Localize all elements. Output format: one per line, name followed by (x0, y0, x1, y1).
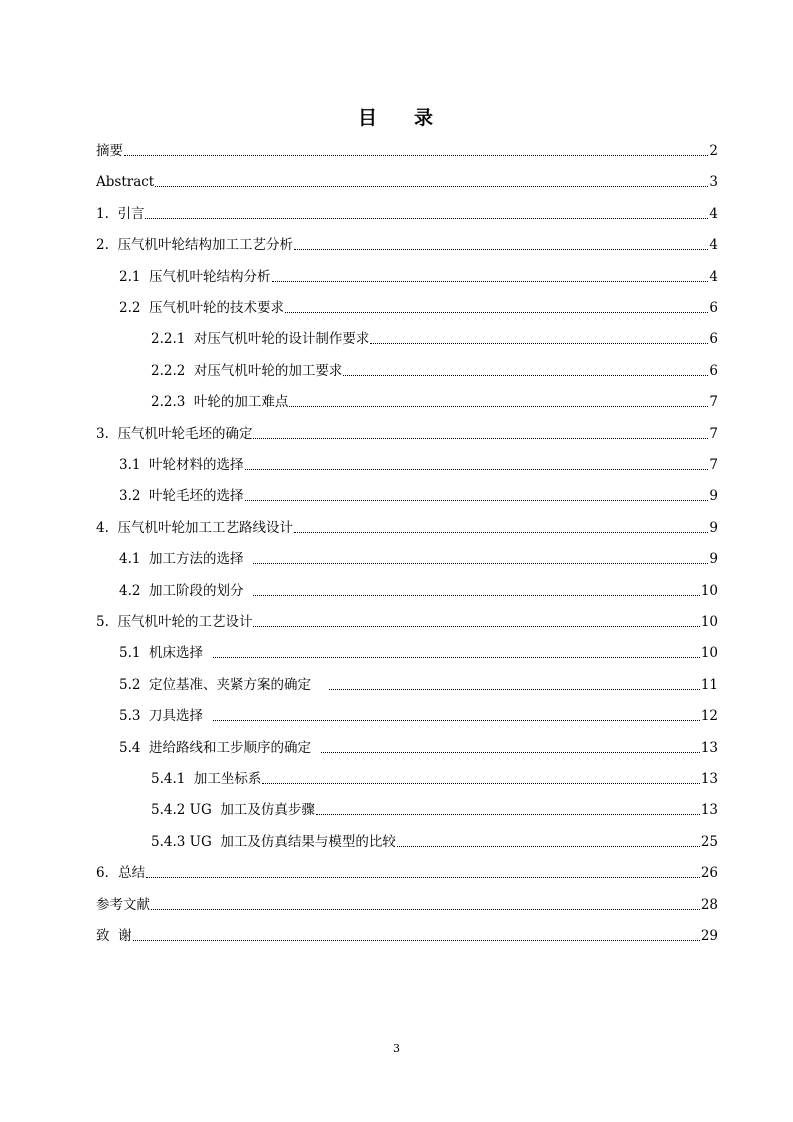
toc-dot-leader (289, 406, 708, 407)
toc-entry-page: 6 (709, 362, 718, 379)
toc-entry-title: 2.2 压气机叶轮的技术要求 (119, 300, 285, 316)
toc-entry-title: 4.1 加工方法的选择 (119, 551, 253, 568)
toc-entry[interactable] (96, 862, 718, 882)
toc-dot-leader (213, 720, 700, 721)
toc-dot-leader (245, 469, 709, 470)
toc-dot-leader (272, 281, 709, 282)
toc-entry-page: 10 (700, 645, 718, 662)
toc-entry-title: 5.4.2 UG 加工及仿真步骤 (151, 802, 315, 819)
toc-entry[interactable] (119, 297, 718, 317)
toc-entry-title: 5.4 进给路线和工步顺序的确定 (119, 739, 320, 756)
toc-entry-title: 摘要 (96, 143, 123, 159)
toc-entry[interactable] (119, 674, 718, 694)
toc-entry-page: 29 (700, 928, 718, 944)
toc-dot-leader (146, 877, 700, 878)
toc-entry-title: 参考文献 (96, 896, 150, 913)
toc-entry-page: 26 (700, 865, 718, 882)
toc-entry-title: 5.3 刀具选择 (119, 708, 212, 725)
toc-entry-title: 5.2 定位基准、夹紧方案的确定 (119, 676, 329, 693)
toc-entry-title: 3.1 叶轮材料的选择 (119, 457, 244, 473)
toc-dot-leader (294, 249, 708, 250)
toc-dot-leader (343, 375, 708, 376)
toc-entry-title: 3. 压气机叶轮毛坯的确定 (96, 425, 253, 442)
toc-entry-page: 10 (700, 614, 718, 630)
toc-entry-page: 4 (709, 205, 718, 222)
toc-entry-title: 1. 引言 (96, 205, 145, 222)
toc-entry[interactable] (96, 517, 718, 537)
toc-entry[interactable] (119, 580, 718, 600)
toc-entry-title: 4.2 加工阶段的划分 (119, 582, 253, 599)
toc-entry[interactable] (151, 391, 718, 411)
toc-entry-page: 4 (709, 237, 718, 254)
toc-entry-title: 5.4.1 加工坐标系 (151, 771, 262, 787)
toc-entry[interactable] (96, 140, 718, 160)
page-title: 目 录 (358, 107, 435, 129)
toc-entry-page: 9 (709, 551, 718, 568)
toc-entry-page: 10 (700, 582, 718, 599)
toc-entry-title: 5.4.3 UG 加工及仿真结果与模型的比较 (151, 833, 396, 850)
toc-entry-title: 2.2.1 对压气机叶轮的设计制作要求 (151, 331, 370, 348)
toc-entry[interactable] (96, 611, 718, 631)
toc-entry[interactable] (96, 234, 718, 254)
toc-dot-leader (253, 438, 708, 439)
toc-entry-page: 12 (700, 708, 718, 725)
toc-dot-leader (124, 155, 708, 156)
toc-entry-page: 6 (709, 331, 718, 348)
toc-entry[interactable] (151, 768, 718, 788)
toc-dot-leader (145, 218, 708, 219)
toc-entry-title: 致 谢 (96, 928, 132, 944)
toc-dot-leader (155, 186, 708, 187)
toc-dot-leader (397, 846, 700, 847)
toc-dot-leader (245, 500, 709, 501)
toc-entry[interactable] (96, 423, 718, 443)
toc-entry-page: 13 (700, 802, 718, 819)
toc-entry[interactable] (119, 705, 718, 725)
toc-entry-page: 13 (700, 739, 718, 756)
toc-entry-page: 25 (700, 833, 718, 850)
toc-entry[interactable] (151, 831, 718, 851)
toc-entry[interactable] (151, 328, 718, 348)
toc-entry-title: 2.2.3 叶轮的加工难点 (151, 394, 289, 411)
toc-entry[interactable] (96, 925, 718, 945)
toc-entry[interactable] (96, 171, 718, 191)
toc-entry-page: 9 (709, 488, 718, 505)
toc-entry-page: 7 (709, 394, 718, 411)
toc-dot-leader (253, 626, 699, 627)
toc-entry-page: 28 (700, 896, 718, 913)
toc-entry-title: 4. 压气机叶轮加工工艺路线设计 (96, 519, 293, 536)
toc-dot-leader (151, 909, 700, 910)
toc-dot-leader (294, 532, 708, 533)
page-number: 3 (393, 1042, 400, 1055)
toc-entry-title: 2.2.2 对压气机叶轮的加工要求 (151, 362, 343, 379)
toc-entry-title: Abstract (96, 174, 155, 191)
toc-entry-title: 5.1 机床选择 (119, 645, 212, 662)
toc-entry-page: 3 (709, 174, 718, 191)
toc-entry-page: 7 (709, 457, 718, 473)
toc-dot-leader (329, 689, 700, 690)
toc-dot-leader (262, 783, 699, 784)
toc-dot-leader (213, 657, 700, 658)
toc-entry-page: 6 (709, 300, 718, 316)
toc-entry[interactable] (151, 360, 718, 380)
toc-entry-title: 3.2 叶轮毛坯的选择 (119, 488, 244, 505)
toc-entry[interactable] (119, 642, 718, 662)
toc-entry-title: 5. 压气机叶轮的工艺设计 (96, 614, 253, 630)
toc-entry[interactable] (119, 548, 718, 568)
toc-entry-page: 4 (709, 268, 718, 285)
toc-entry-page: 11 (700, 676, 718, 693)
toc-entry[interactable] (119, 737, 718, 757)
toc-dot-leader (253, 595, 700, 596)
toc-entry-title: 2.1 压气机叶轮结构分析 (119, 268, 271, 285)
toc-dot-leader (316, 814, 700, 815)
toc-entry-title: 6．总结 (96, 865, 146, 882)
toc-dot-leader (133, 940, 700, 941)
toc-entry-page: 2 (709, 143, 718, 159)
toc-dot-leader (253, 563, 708, 564)
toc-dot-leader (285, 312, 708, 313)
toc-entry[interactable] (96, 894, 718, 914)
toc-entry[interactable] (119, 485, 718, 505)
toc-entry[interactable] (119, 454, 718, 474)
toc-entry-title: 2. 压气机叶轮结构加工工艺分析 (96, 237, 293, 254)
toc-entry[interactable] (151, 799, 718, 819)
toc-entry[interactable] (96, 203, 718, 223)
toc-entry[interactable] (119, 266, 718, 286)
toc-entry-page: 13 (700, 771, 718, 787)
toc-dot-leader (321, 752, 700, 753)
toc-entry-page: 9 (709, 519, 718, 536)
toc-dot-leader (370, 343, 708, 344)
toc-entry-page: 7 (709, 425, 718, 442)
